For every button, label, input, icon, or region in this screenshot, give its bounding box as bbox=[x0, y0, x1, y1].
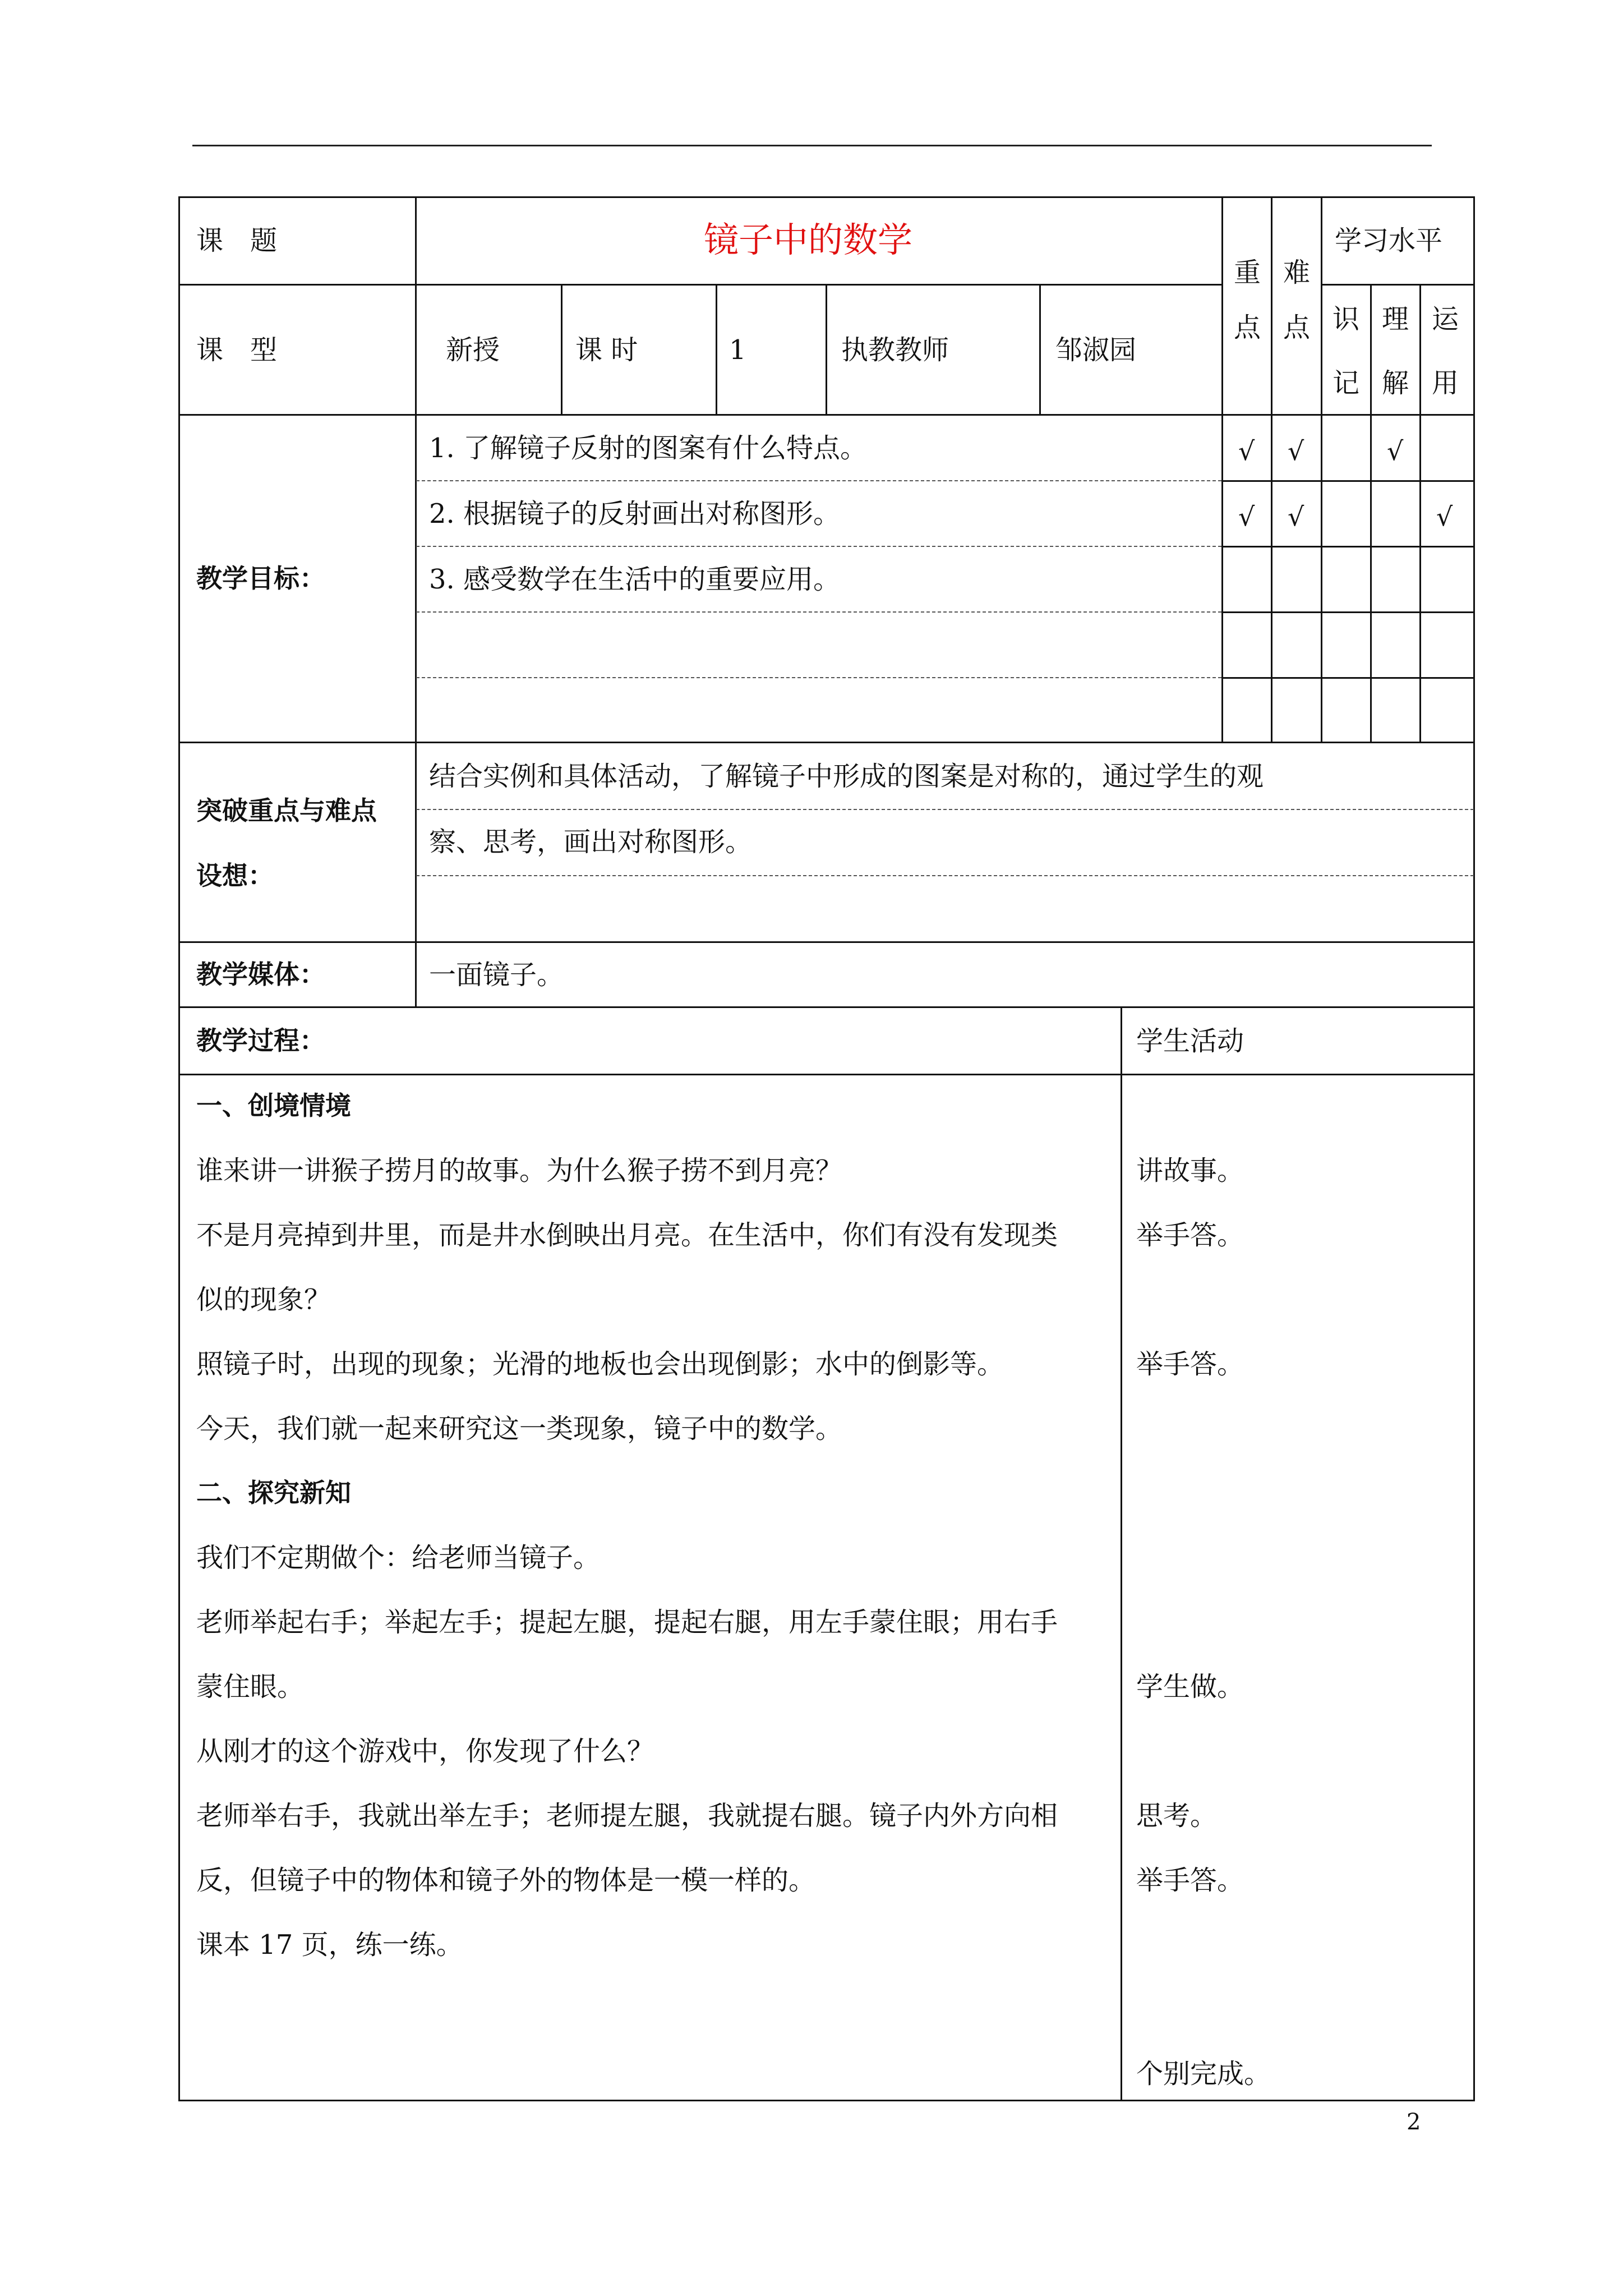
breakthrough-label-2: 设想： bbox=[196, 861, 274, 891]
objective-row-line bbox=[1221, 480, 1475, 482]
breakthrough-label-1: 突破重点与难点 bbox=[196, 795, 377, 826]
lesson-label: 课 题 bbox=[196, 225, 278, 256]
objective-3: 3. 感受数学在生活中的重要应用。 bbox=[429, 564, 841, 595]
col-line bbox=[1370, 284, 1372, 742]
process-line: 不是月亮掉到井里，而是井水倒映出月亮。在生活中，你们有没有发现类 bbox=[196, 1220, 1058, 1251]
row-line bbox=[178, 1074, 1475, 1075]
level-header: 学习水平 bbox=[1335, 225, 1443, 256]
col-line bbox=[1321, 196, 1322, 742]
check-mark: √ bbox=[1387, 436, 1404, 466]
process-line: 从刚才的这个游戏中，你发现了什么？ bbox=[196, 1736, 654, 1767]
breakthrough-line-1: 结合实例和具体活动，了解镜子中形成的图案是对称的，通过学生的观 bbox=[429, 761, 1264, 792]
page-number: 2 bbox=[1407, 2109, 1421, 2135]
check-mark: √ bbox=[1288, 436, 1304, 466]
student-activity: 思考。 bbox=[1136, 1800, 1218, 1832]
col-line bbox=[561, 284, 562, 415]
teacher-label: 执教教师 bbox=[841, 334, 949, 366]
process-line: 课本 17 页，练一练。 bbox=[196, 1929, 463, 1961]
col-line bbox=[1039, 284, 1041, 415]
student-activity: 举手答。 bbox=[1136, 1865, 1244, 1896]
col-line bbox=[826, 284, 827, 415]
period-label: 课 时 bbox=[575, 334, 638, 366]
level-apply: 运 用 bbox=[1432, 303, 1459, 399]
process-line: 老师举右手，我就出举左手；老师提左腿，我就提右腿。镜子内外方向相 bbox=[196, 1800, 1058, 1832]
process-line: 二、探究新知 bbox=[196, 1478, 351, 1508]
student-activity: 举手答。 bbox=[1136, 1349, 1244, 1380]
period-value: 1 bbox=[729, 334, 746, 366]
type-value: 新授 bbox=[446, 334, 500, 366]
objective-row-line bbox=[416, 480, 1221, 481]
student-activity: 学生做。 bbox=[1136, 1671, 1244, 1703]
objective-row-line bbox=[1221, 546, 1475, 547]
objective-row-line bbox=[416, 546, 1221, 547]
col-line bbox=[1419, 284, 1421, 742]
col-line bbox=[1121, 1006, 1122, 2101]
breakthrough-line bbox=[416, 809, 1474, 810]
process-line: 老师举起右手；举起左手；提起左腿，提起右腿，用左手蒙住眼；用右手 bbox=[196, 1607, 1058, 1638]
check-mark: √ bbox=[1288, 501, 1304, 532]
objective-row-line bbox=[416, 677, 1221, 678]
objective-row-line bbox=[416, 611, 1221, 613]
process-line: 谁来讲一讲猴子捞月的故事。为什么猴子捞不到月亮？ bbox=[196, 1155, 843, 1186]
col-line bbox=[415, 196, 417, 1007]
col-line bbox=[716, 284, 717, 415]
process-line: 我们不定期做个：给老师当镜子。 bbox=[196, 1542, 601, 1573]
process-label: 教学过程： bbox=[196, 1025, 325, 1056]
row-line bbox=[178, 284, 1221, 286]
student-activity-label: 学生活动 bbox=[1136, 1025, 1244, 1057]
student-activity: 个别完成。 bbox=[1136, 2058, 1271, 2090]
row-line bbox=[178, 742, 1475, 743]
process-line: 照镜子时，出现的现象；光滑的地板也会出现倒影；水中的倒影等。 bbox=[196, 1349, 1004, 1380]
check-mark: √ bbox=[1436, 501, 1453, 532]
process-line: 今天，我们就一起来研究这一类现象，镜子中的数学。 bbox=[196, 1413, 843, 1444]
media-label: 教学媒体： bbox=[196, 959, 325, 990]
student-activity: 举手答。 bbox=[1136, 1220, 1244, 1251]
difficulty-header: 难 点 bbox=[1283, 257, 1311, 343]
breakthrough-line-2: 察、思考，画出对称图形。 bbox=[429, 826, 753, 858]
process-line: 一、创境情境 bbox=[196, 1091, 351, 1121]
teacher-value: 邹淑园 bbox=[1055, 334, 1137, 366]
level-understand: 理 解 bbox=[1382, 303, 1409, 399]
media-value: 一面镜子。 bbox=[429, 959, 564, 991]
lesson-title: 镜子中的数学 bbox=[704, 219, 913, 260]
process-line: 似的现象？ bbox=[196, 1284, 331, 1315]
student-activity: 讲故事。 bbox=[1136, 1155, 1244, 1186]
check-mark: √ bbox=[1238, 501, 1255, 532]
objective-1: 1. 了解镜子反射的图案有什么特点。 bbox=[429, 432, 868, 464]
col-line bbox=[1271, 196, 1272, 742]
row-line bbox=[1321, 284, 1475, 286]
process-line: 反，但镜子中的物体和镜子外的物体是一模一样的。 bbox=[196, 1865, 816, 1896]
header-rule bbox=[192, 145, 1432, 146]
breakthrough-line bbox=[416, 875, 1474, 876]
focus-header: 重 点 bbox=[1234, 257, 1261, 343]
objective-2: 2. 根据镜子的反射画出对称图形。 bbox=[429, 498, 841, 530]
objective-row-line bbox=[1221, 611, 1475, 613]
row-line bbox=[178, 1006, 1475, 1008]
check-mark: √ bbox=[1238, 436, 1255, 466]
row-line bbox=[178, 941, 1475, 943]
type-label: 课 型 bbox=[196, 334, 278, 366]
process-line: 蒙住眼。 bbox=[196, 1671, 305, 1703]
objective-row-line bbox=[1221, 677, 1475, 679]
level-memorize: 识 记 bbox=[1332, 303, 1360, 399]
col-line bbox=[1221, 196, 1223, 742]
objectives-label: 教学目标： bbox=[196, 563, 325, 593]
